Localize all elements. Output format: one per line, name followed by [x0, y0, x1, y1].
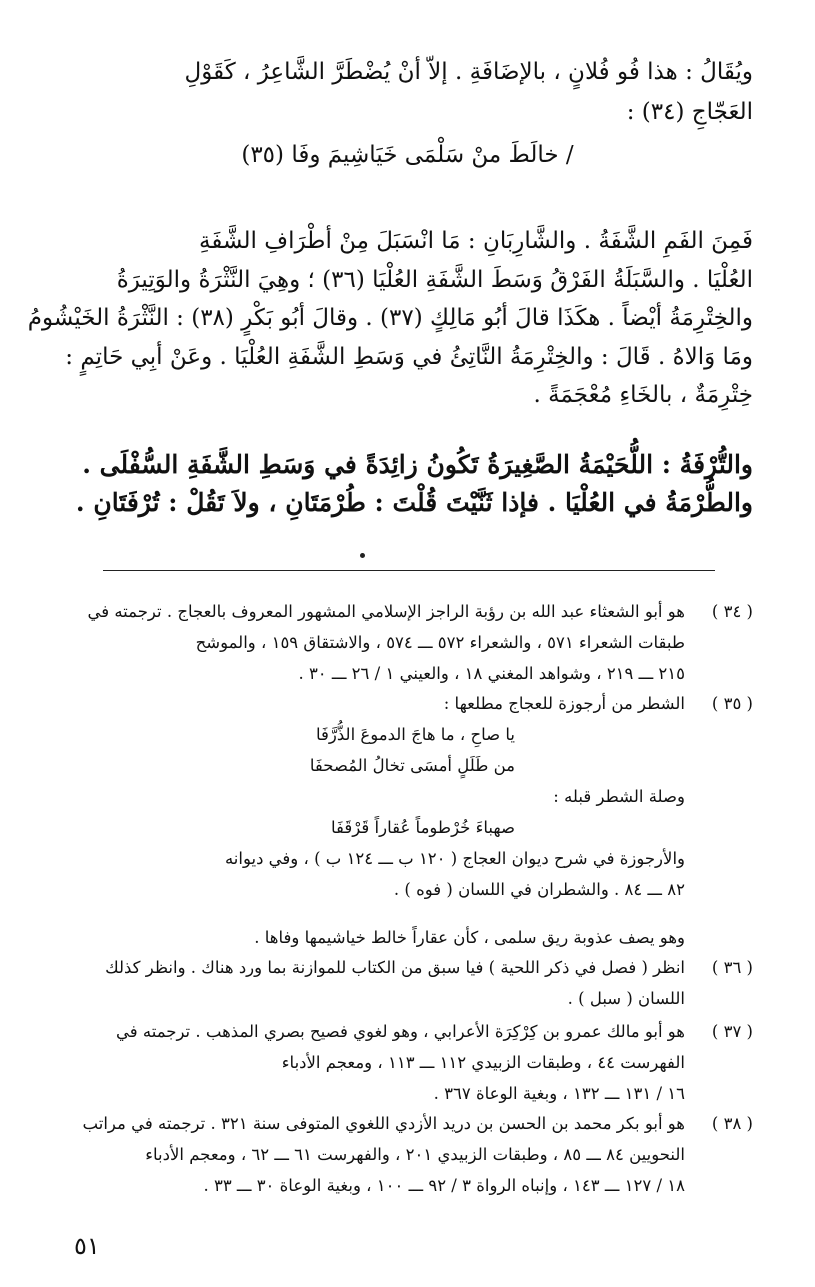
- footnote-line: ٨٢ ـــ ٨٤ . والشطران في اللسان ( فوه ) .: [393, 880, 685, 899]
- text-line: خِتْرِمَةٌ ، بالخَاءِ مُعْجَمَةً .: [533, 382, 753, 408]
- poem-line: من طَلَلٍ أمسَى تخالُ المُصحفَا: [309, 756, 515, 775]
- footnote-37: [61, 1016, 753, 1109]
- footnote-number: ( ٣٥ ): [711, 694, 753, 713]
- footnote-divider: [103, 570, 715, 571]
- text-line: والطُّرْمَةُ في العُلْيَا . فإذا ثَنَّيْتَ قُلْتَ : طُرْمَتَانِ ، ولاَ تَقُلْ : تُرْفَتَانِ .: [75, 488, 753, 517]
- footnote-line: ١٦ / ١٣١ ـــ ١٣٢ ، وبغية الوعاة ٣٦٧ .: [433, 1084, 685, 1103]
- footnote-line: الشطر من أرجوزة للعجاج مطلعها :: [443, 694, 685, 713]
- footnote-36: [61, 952, 753, 1014]
- text-line: العُلْيَا . والسَّبَلَةُ الفَرْقُ وَسَطَ الشَّفَةِ العُلْيَا (٣٦) ؛ وهِيَ النَّثْرَةُ والوَتِيرَةُ: [116, 266, 753, 293]
- footnote-34: [61, 596, 753, 689]
- poem-line: يا صاحِ ، ما هاجَ الدموعَ الذُّرَّفَا: [316, 725, 515, 744]
- footnote-line: ١٨ / ١٢٧ ـــ ١٤٣ ، وإنباه الرواة ٣ / ٩٢ ـــ ١٠٠ ، وبغية الوعاة ٣٠ ـــ ٣٣ .: [203, 1176, 685, 1195]
- footnote-line: وصلة الشطر قبله :: [553, 787, 685, 806]
- footnote-number: ( ٣٧ ): [711, 1022, 753, 1041]
- footnote-line: هو أبو الشعثاء عبد الله بن رؤبة الراجز الإسلامي المشهور المعروف بالعجاج . ترجمته في: [87, 602, 685, 621]
- footnote-line: اللسان ( سبل ) .: [567, 989, 685, 1008]
- separator-dot: [360, 553, 365, 558]
- footnote-line: انظر ( فصل في ذكر اللحية ) فيا سبق من الكتاب للموازنة بما ورد هناك . وانظر كذلك: [105, 958, 685, 977]
- footnote-line: طبقات الشعراء ٥٧١ ، والشعراء ٥٧٢ ـــ ٥٧٤ ، والاشتقاق ١٥٩ ، والموشح: [195, 633, 685, 652]
- footnote-line: ٢١٥ ـــ ٢١٩ ، وشواهد المغني ١٨ ، والعيني ١ / ٢٦ ـــ ٣٠ .: [298, 664, 685, 683]
- body-paragraph-1: [61, 52, 753, 132]
- text-line: والتُّرْفَةُ : اللُّحَيْمَةُ الصَّغِيرَةُ تَكُونُ زائِدَةً في وَسَطِ الشَّفَةِ السُّفْلَى .: [82, 450, 753, 479]
- footnote-line: والأرجوزة في شرح ديوان العجاج ( ١٢٠ ب ـــ ١٢٤ ب ) ، وفي ديوانه: [224, 849, 685, 868]
- footnote-35-closing: [61, 922, 753, 953]
- footnote-number: ( ٣٤ ): [711, 602, 753, 621]
- text-line: فَمِنَ الفَمِ الشَّفَةُ . والشَّارِبَانِ : مَا انْسَبَلَ مِنْ أطْرَافِ الشَّفَةِ: [199, 228, 753, 254]
- body-paragraph-3: [61, 446, 753, 522]
- text-line: ويُقَالُ : هذا فُو فُلانٍ ، بالإضَافَةِ . إلاّ أنْ يُضْطَرَّ الشَّاعِرُ ، كَقَوْلِ: [184, 59, 753, 85]
- verse-line: / خالَطَ منْ سَلْمَى خَيَاشِيمَ وفَا (٣٥): [241, 142, 574, 168]
- footnote-38: [61, 1108, 753, 1201]
- body-paragraph-2: [27, 222, 753, 415]
- footnote-line: الفهرست ٤٤ ، وطبقات الزبيدي ١١٢ ـــ ١١٣ ، ومعجم الأدباء: [281, 1053, 685, 1072]
- page-number: ٥١: [74, 1232, 100, 1260]
- text-line: ومَا وَالاهُ . قَالَ : والخِتْرِمَةُ النَّاتِئُ في وَسَطِ الشَّفَةِ العُلْيَا . وعَنْ أبِي حَاتِمٍ :: [65, 343, 753, 370]
- footnote-number: ( ٣٨ ): [711, 1114, 753, 1133]
- footnote-line: هو أبو مالك عمرو بن كِرْكِرَة الأعرابي ، وهو لغوي فصيح بصري المذهب . ترجمته في: [116, 1022, 685, 1041]
- footnote-35: [61, 688, 753, 905]
- text-line: والخِتْرِمَةُ أيْضاً . هكَذَا قالَ أبُو مَالِكٍ (٣٧) . وقالَ أبُو بَكْرٍ (٣٨) : النَّثْرَةُ الخَيْشُومُ: [27, 305, 753, 331]
- footnote-number: ( ٣٦ ): [711, 958, 753, 977]
- footnote-line: وهو يصف عذوبة ريق سلمى ، كأن عقاراً خالط خياشيمها وفاها .: [254, 928, 685, 947]
- footnote-line: هو أبو بكر محمد بن الحسن بن دريد الأزدي اللغوي المتوفى سنة ٣٢١ . ترجمته في مراتب: [82, 1114, 685, 1133]
- footnote-line: النحويين ٨٤ ـــ ٨٥ ، وطبقات الزبيدي ٢٠١ ، والفهرست ٦١ ـــ ٦٢ ، ومعجم الأدباء: [145, 1145, 685, 1164]
- text-line: العَجّاجِ (٣٤) :: [626, 99, 753, 125]
- poem-line: صهباءَ خُرْطوماً عُقاراً قَرْقَفَا: [331, 818, 515, 837]
